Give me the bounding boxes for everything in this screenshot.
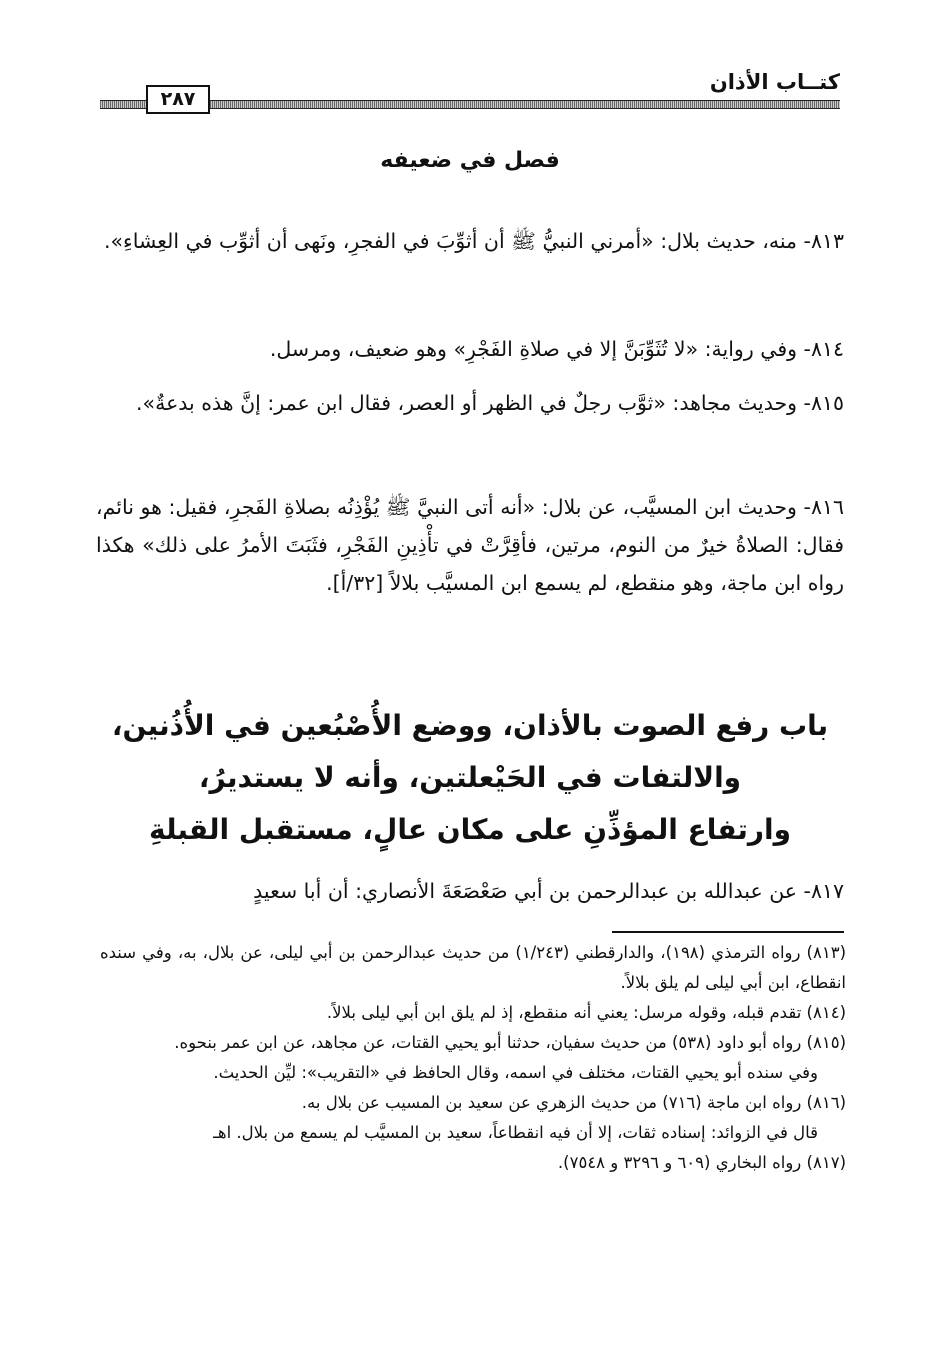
chapter-title-line-3: وارتفاع المؤذِّنِ على مكان عالٍ، مستقبل القبلةِ (148, 813, 792, 846)
footnote-813: (٨١٣) رواه الترمذي (١٩٨)، والدارقطني (١/٢٤٣) من حديث عبدالرحمن بن أبي ليلى، عن بلال، به، وفي سنده انقطاع، ابن أبي ليلى لم يلق بلالاً. (100, 943, 846, 992)
footnote-814: (٨١٤) تقدم قبله، وقوله مرسل: يعني أنه منقطع، إذ لم يلق ابن أبي ليلى بلالاً. (326, 1003, 846, 1022)
paragraph-813: ٨١٣- منه، حديث بلال: «أمرني النبيُّ ﷺ أن أثوِّبَ في الفجرِ، ونَهى أن أثوِّب في العِشاءِ». (104, 229, 844, 253)
footnote-separator (612, 931, 844, 933)
page-number: ٢٨٧ (146, 85, 210, 114)
running-head: كتــاب الأذان (709, 70, 840, 94)
header-rule (100, 100, 840, 109)
paragraph-816: ٨١٦- وحديث ابن المسيَّب، عن بلال: «أنه أتى النبيَّ ﷺ يُؤْذِنُه بصلاةِ الفَجرِ، فقيل: هو نائم، فقال: الصلاةُ خيرٌ من النوم، مرتين، فأقِرَّتْ في تأْذِينِ الفَجْرِ، فثَبَتَ الأمرُ على ذلك» هكذا رواه ابن ماجة، وهو منقطع، لم يسمع ابن المسيَّب بلالاً [٣٢/أ]. (96, 495, 844, 595)
section-title: فصل في ضعيفه (380, 148, 560, 173)
footnotes (100, 938, 846, 1178)
footnote-817: (٨١٧) رواه البخاري (٦٠٩ و ٣٢٩٦ و ٧٥٤٨). (557, 1153, 846, 1172)
footnote-815-note: وفي سنده أبو يحيي القتات، مختلف في اسمه، وقال الحافظ في «التقريب»: ليِّن الحديث. (213, 1063, 818, 1082)
chapter-title-line-1: باب رفع الصوت بالأذان، ووضع الأُصْبُعين في الأُذُنين، (111, 709, 829, 742)
paragraph-817: ٨١٧- عن عبدالله بن عبدالرحمن بن أبي صَعْصَعَةَ الأنصاري: أن أبا سعيدٍ (253, 879, 844, 903)
footnote-815: (٨١٥) رواه أبو داود (٥٣٨) من حديث سفيان، حدثنا أبو يحيي القتات، عن مجاهد، عن ابن عمر بنحوه. (174, 1033, 846, 1052)
footnote-816: (٨١٦) رواه ابن ماجة (٧١٦) من حديث الزهري عن سعيد بن المسيب عن بلال به. (301, 1093, 846, 1112)
paragraph-814: ٨١٤- وفي رواية: «لا تُثَوِّبَنَّ إلا في صلاةِ الفَجْرِ» وهو ضعيف، ومرسل. (269, 337, 844, 361)
footnote-816-note: قال في الزوائد: إسناده ثقات، إلا أن فيه انقطاعاً، سعيد بن المسيَّب لم يسمع من بلال. اهـ (213, 1123, 818, 1142)
chapter-title-line-2: والالتفات في الحَيْعلتين، وأنه لا يستديرُ، (198, 761, 742, 794)
paragraph-815: ٨١٥- وحديث مجاهد: «ثوَّب رجلٌ في الظهر أو العصر، فقال ابن عمر: إنَّ هذه بدعةٌ». (136, 391, 844, 415)
chapter-title (100, 700, 840, 856)
